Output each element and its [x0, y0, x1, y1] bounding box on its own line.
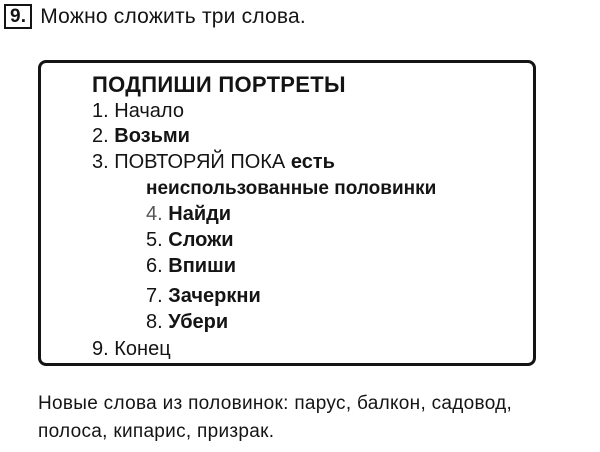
step-label: Сложи: [168, 229, 234, 251]
step-label: Начало: [114, 100, 184, 122]
step-number: 5.: [146, 229, 163, 251]
step-number: 9.: [92, 338, 109, 360]
step-number: 8.: [146, 311, 163, 333]
step-9: [92, 338, 171, 361]
step-2: [92, 125, 190, 148]
step-number: 3.: [92, 151, 109, 173]
step-3: [92, 151, 335, 174]
algorithm-title: ПОДПИШИ ПОРТРЕТЫ: [92, 72, 346, 97]
step-condition: есть: [290, 151, 335, 173]
task-number-badge: 9.: [4, 4, 32, 29]
step-label: Конец: [114, 338, 171, 360]
step-4: [146, 203, 231, 226]
step-number: 1.: [92, 100, 109, 122]
step-7: [146, 285, 261, 308]
step-8: [146, 311, 228, 334]
step-number: 6.: [146, 255, 163, 277]
answer-line-1: Новые слова из половинок: парус, балкон, садовод,: [38, 393, 513, 414]
step-number: 7.: [146, 285, 163, 307]
step-label: Найди: [168, 203, 232, 225]
step-label: Возьми: [114, 125, 190, 147]
step-label: Убери: [168, 311, 229, 333]
task-header: [4, 4, 306, 29]
step-label: Зачеркни: [168, 285, 261, 307]
step-number: 4.: [146, 203, 163, 225]
answer-line-2: полоса, кипарис, призрак.: [38, 421, 275, 442]
step-1: [92, 100, 184, 123]
step-label: Впиши: [168, 255, 237, 277]
step-number: 2.: [92, 125, 109, 147]
step-6: [146, 255, 236, 278]
step-label: ПОВТОРЯЙ ПОКА: [114, 151, 286, 173]
step-5: [146, 229, 234, 252]
step-3-continuation: неиспользованные половинки: [146, 178, 437, 199]
task-text: Можно сложить три слова.: [40, 4, 306, 28]
